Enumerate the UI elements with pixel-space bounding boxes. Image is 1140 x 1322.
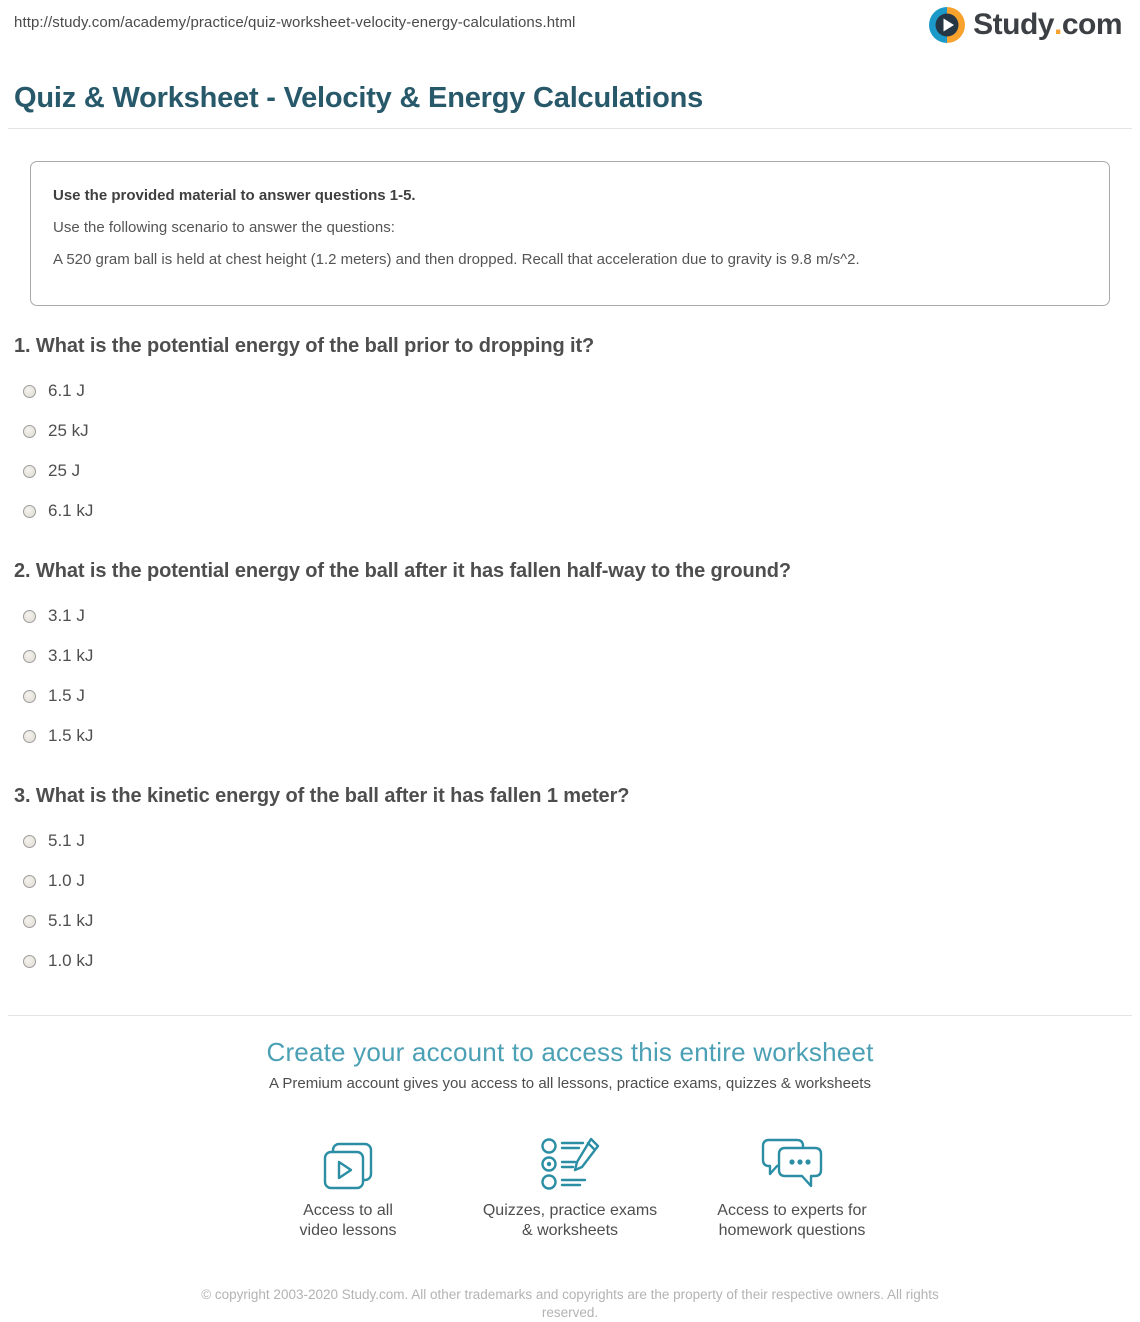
studycom-logo-icon [928,6,966,44]
feature-video-lessons [248,1130,448,1241]
option-label: 6.1 kJ [48,501,94,520]
option-label: 25 kJ [48,421,89,440]
question-2-option-2[interactable] [14,636,1126,676]
question-1-option-2[interactable] [14,411,1126,451]
question-3 [14,785,1126,981]
question-3-option-4[interactable] [14,941,1126,981]
option-label: 1.5 kJ [48,726,94,745]
question-2-option-3[interactable] [14,676,1126,716]
question-2-option-1[interactable] [14,596,1126,636]
question-2 [14,560,1126,756]
option-label: 25 J [48,461,81,480]
page-title: Quiz & Worksheet - Velocity & Energy Calculations [14,82,704,114]
radio-button[interactable] [23,610,36,623]
question-1 [14,335,1126,531]
page-url: http://study.com/academy/practice/quiz-worksheet-velocity-energy-calculations.html [14,14,576,31]
studycom-logo[interactable] [928,6,1122,44]
instruction-bold-line: Use the provided material to answer questions 1-5. [53,187,416,204]
instruction-scenario: A 520 gram ball is held at chest height (1.2 meters) and then dropped. Recall that acceleration due to gravity is 9.8 m/s^2. [53,251,860,268]
radio-button[interactable] [23,835,36,848]
question-3-option-3[interactable] [14,901,1126,941]
radio-button[interactable] [23,650,36,663]
feature-quizzes-worksheets [470,1130,670,1241]
question-1-option-3[interactable] [14,451,1126,491]
signup-heading[interactable]: Create your account to access this entire worksheet [266,1037,874,1067]
signup-subheading: A Premium account gives you access to all lessons, practice exams, quizzes & worksheets [269,1075,871,1092]
question-2-option-4[interactable] [14,716,1126,756]
radio-button[interactable] [23,465,36,478]
page-header [0,0,1140,58]
instruction-line: Use the following scenario to answer the questions: [53,219,395,236]
question-1-option-1[interactable] [14,371,1126,411]
radio-button[interactable] [23,730,36,743]
option-label: 3.1 J [48,606,85,625]
option-label: 5.1 kJ [48,911,94,930]
radio-button[interactable] [23,955,36,968]
feature-homework-experts [692,1130,892,1241]
feature-label: Access to experts for homework questions [717,1202,867,1239]
feature-label: Quizzes, practice exams & worksheets [482,1202,658,1239]
title-divider [8,128,1132,129]
option-label: 3.1 kJ [48,646,94,665]
question-3-heading: 3. What is the kinetic energy of the ball after it has fallen 1 meter? [14,785,630,807]
question-3-option-1[interactable] [14,821,1126,861]
studycom-logo-text: Study . com [973,8,1122,41]
homework-experts-icon [759,1130,825,1192]
question-1-heading: 1. What is the potential energy of the ball prior to dropping it? [14,335,595,357]
features-row [0,1130,1140,1241]
radio-button[interactable] [23,915,36,928]
option-label: 6.1 J [48,381,85,400]
radio-button[interactable] [23,505,36,518]
signup-divider [8,1015,1132,1016]
question-3-option-2[interactable] [14,861,1126,901]
feature-label: Access to all video lessons [299,1202,397,1239]
option-label: 1.0 J [48,871,85,890]
radio-button[interactable] [23,425,36,438]
radio-button[interactable] [23,385,36,398]
option-label: 5.1 J [48,831,85,850]
question-1-option-4[interactable] [14,491,1126,531]
radio-button[interactable] [23,875,36,888]
quizzes-worksheets-icon [539,1130,601,1192]
instruction-box [30,161,1110,306]
video-lessons-icon [321,1130,375,1192]
option-label: 1.5 J [48,686,85,705]
option-label: 1.0 kJ [48,951,94,970]
copyright-notice: © copyright 2003-2020 Study.com. All other trademarks and copyrights are the property of their respective owners. All rights reserved. [201,1287,939,1320]
radio-button[interactable] [23,690,36,703]
question-2-heading: 2. What is the potential energy of the ball after it has fallen half-way to the ground? [14,560,791,582]
